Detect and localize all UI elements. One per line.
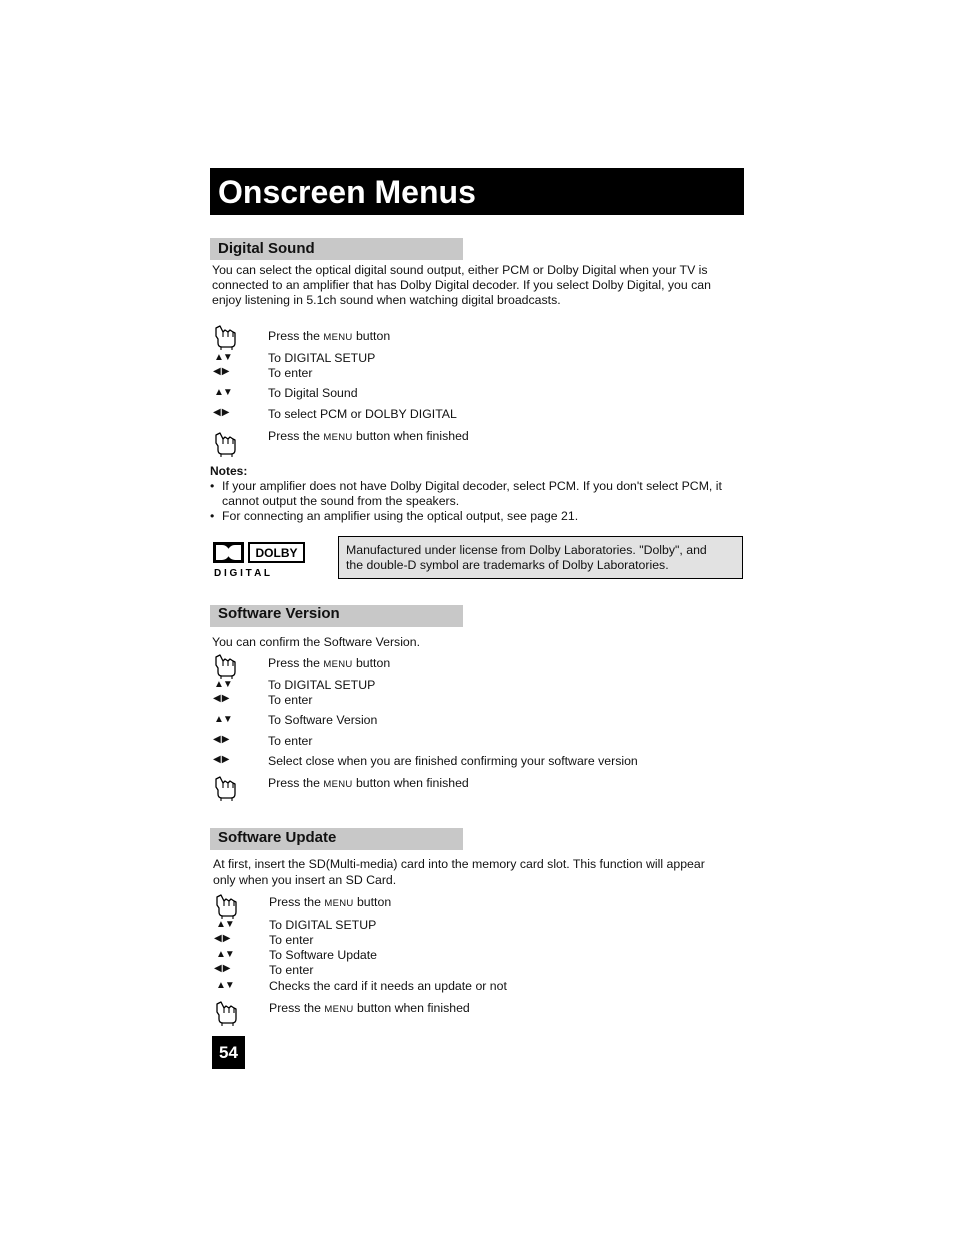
step: To Digital Sound xyxy=(268,386,358,400)
left-right-arrows-icon: ◀▶ xyxy=(213,754,231,765)
dolby-digital-logo xyxy=(212,541,308,579)
hand-press-icon xyxy=(214,1001,238,1026)
software-version-heading: Software Version xyxy=(218,605,340,622)
digital-sound-heading: Digital Sound xyxy=(218,240,315,257)
hand-press-icon xyxy=(213,325,237,350)
step-press-menu: Press the MENU button xyxy=(269,895,392,909)
note-line: cannot output the sound from the speakers. xyxy=(222,494,460,508)
step-press-menu-finished: Press the MENU button when finished xyxy=(269,1001,470,1015)
hand-press-icon xyxy=(214,894,238,919)
trademark-text xyxy=(346,543,736,573)
step: To enter xyxy=(268,693,313,707)
notes-label: Notes: xyxy=(210,464,248,478)
intro-line: enjoy listening in 5.1ch sound when watching digital broadcasts. xyxy=(212,293,561,307)
left-right-arrows-icon: ◀▶ xyxy=(214,963,232,974)
step: To DIGITAL SETUP xyxy=(268,678,376,692)
left-right-arrows-icon: ◀▶ xyxy=(213,366,231,377)
step: To Software Update xyxy=(269,948,377,962)
up-down-arrows-icon: ▲▼ xyxy=(214,679,232,690)
digital-sound-intro xyxy=(212,263,742,308)
step-press-menu: Press the MENU button xyxy=(268,329,391,343)
step-press-menu: Press the MENU button xyxy=(268,656,391,670)
software-update-intro xyxy=(213,856,743,888)
intro-line: At first, insert the SD(Multi-media) card into the memory card slot. This function will appear xyxy=(213,857,705,871)
bullet: • xyxy=(210,509,215,523)
up-down-arrows-icon: ▲▼ xyxy=(214,352,232,363)
up-down-arrows-icon: ▲▼ xyxy=(216,980,234,991)
step: To Software Version xyxy=(268,713,378,727)
up-down-arrows-icon: ▲▼ xyxy=(214,387,232,398)
up-down-arrows-icon: ▲▼ xyxy=(216,949,234,960)
step-press-menu-finished: Press the MENU button when finished xyxy=(268,429,469,443)
step: Checks the card if it needs an update or not xyxy=(269,979,507,993)
left-right-arrows-icon: ◀▶ xyxy=(214,933,232,944)
hand-press-icon xyxy=(213,776,237,801)
up-down-arrows-icon: ▲▼ xyxy=(214,714,232,725)
left-right-arrows-icon: ◀▶ xyxy=(213,734,231,745)
step: To enter xyxy=(268,734,313,748)
note-line: For connecting an amplifier using the optical output, see page 21. xyxy=(222,509,579,523)
bullet: • xyxy=(210,479,215,493)
digital-word: D I G I T A L xyxy=(214,568,270,579)
step: Select close when you are finished confirming your software version xyxy=(268,754,638,768)
software-version-intro: You can confirm the Software Version. xyxy=(212,635,421,649)
intro-line: You can select the optical digital sound output, either PCM or Dolby Digital when your TV is xyxy=(212,263,708,277)
step: To DIGITAL SETUP xyxy=(268,351,376,365)
note-item xyxy=(210,479,744,509)
step-press-menu-finished: Press the MENU button when finished xyxy=(268,776,469,790)
note-item xyxy=(210,509,744,524)
page-title: Onscreen Menus xyxy=(218,174,476,210)
step: To enter xyxy=(269,963,314,977)
step: To enter xyxy=(268,366,313,380)
intro-line: connected to an amplifier that has Dolby Digital decoder. If you select Dolby Digital, you can xyxy=(212,278,711,292)
trademark-line: Manufactured under license from Dolby Laboratories. "Dolby", and xyxy=(346,543,707,557)
step: To DIGITAL SETUP xyxy=(269,918,377,932)
step: To enter xyxy=(269,933,314,947)
note-line: If your amplifier does not have Dolby Digital decoder, select PCM. If you don't select PCM, it xyxy=(222,479,722,493)
dolby-word: DOLBY xyxy=(255,546,298,560)
up-down-arrows-icon: ▲▼ xyxy=(216,919,234,930)
hand-press-icon xyxy=(213,432,237,457)
step: To select PCM or DOLBY DIGITAL xyxy=(268,407,457,421)
trademark-line: the double-D symbol are trademarks of Dolby Laboratories. xyxy=(346,558,669,572)
page-number: 54 xyxy=(219,1043,238,1062)
left-right-arrows-icon: ◀▶ xyxy=(213,407,231,418)
left-right-arrows-icon: ◀▶ xyxy=(213,693,231,704)
hand-press-icon xyxy=(213,654,237,679)
intro-line: only when you insert an SD Card. xyxy=(213,873,397,887)
software-update-heading: Software Update xyxy=(218,829,337,846)
